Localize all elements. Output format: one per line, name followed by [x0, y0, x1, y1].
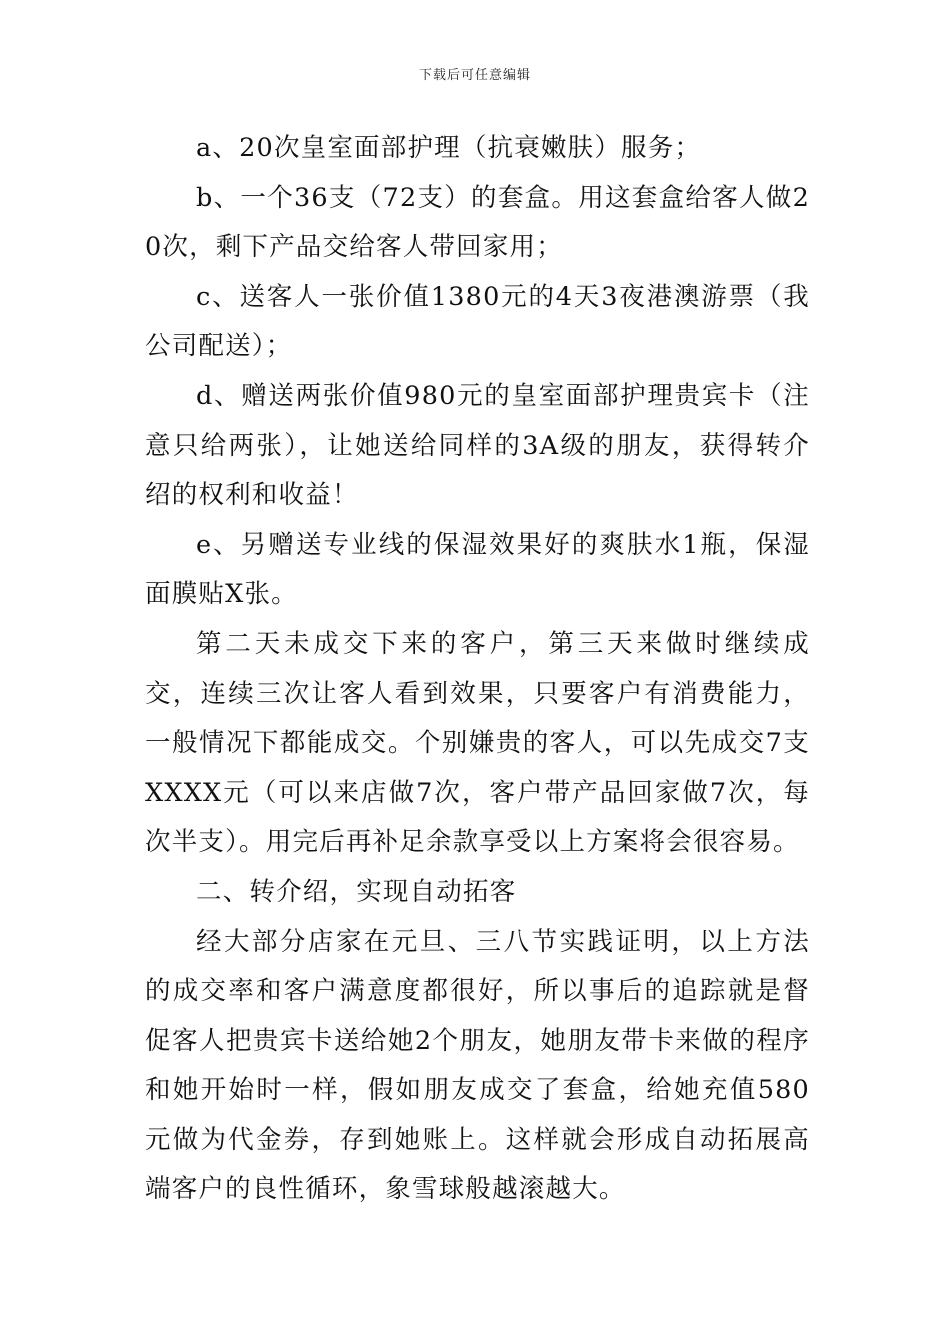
paragraph-d: d、赠送两张价值980元的皇室面部护理贵宾卡（注意只给两张），让她送给同样的3A级的朋友，获得转介绍的权利和收益！: [145, 380, 810, 511]
paragraph-follow-up: 第二天未成交下来的客户，第三天来做时继续成交，连续三次让客人看到效果，只要客户有消费能力，一般情况下都能成交。个别嫌贵的客人，可以先成交7支XXXX元（可以来店做7次，客户带产品回家做7次，每次半支）。用完后再补足余款享受以上方案将会很容易。: [145, 628, 810, 858]
section-heading-referral: 二、转介绍，实现自动拓客: [196, 876, 517, 907]
paragraph-a: a、20次皇室面部护理（抗衰嫩肤）服务；: [196, 133, 702, 163]
document-body: [145, 124, 810, 1215]
paragraph-b: b、一个36支（72支）的套盒。用这套盒给客人做20次，剩下产品交给客人带回家用；: [145, 182, 810, 263]
header-note: 下载后可任意编辑: [418, 68, 531, 83]
paragraph-e: e、另赠送专业线的保湿效果好的爽肤水1瓶，保湿面膜贴X张。: [145, 529, 810, 610]
paragraph-c: c、送客人一张价值1380元的4天3夜港澳游票（我公司配送）；: [145, 281, 810, 362]
paragraph-referral: 经大部分店家在元旦、三八节实践证明，以上方法的成交率和客户满意度都很好，所以事后的追踪就是督促客人把贵宾卡送给她2个朋友，她朋友带卡来做的程序和她开始时一样，假如朋友成交了套盒，给她充值580元做为代金券，存到她账上。这样就会形成自动拓展高端客户的良性循环，象雪球般越滚越大。: [145, 926, 810, 1205]
